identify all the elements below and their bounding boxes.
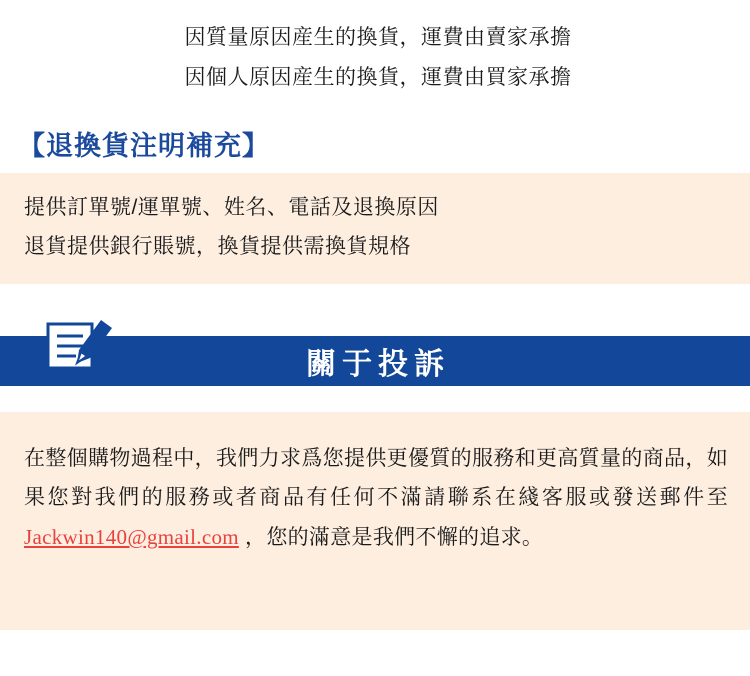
note-section-heading: 【退換貨注明補充】 — [18, 130, 270, 161]
contact-email-link[interactable]: Jackwin140@gmail.com — [24, 525, 239, 550]
policy-line-2: 因個人原因産生的換貨，運費由買家承擔 — [184, 65, 572, 89]
complaint-paragraph — [24, 440, 728, 558]
complaint-text-part1: 在整個購物過程中，我們力求爲您提供更優質的服務和更高質量的商品，如果您對我們的服務或者商品有任何不滿請聯系在綫客服或發送郵件至 — [24, 447, 728, 510]
policy-line-1: 因質量原因産生的換貨，運費由賣家承擔 — [184, 26, 572, 49]
note-section-box — [0, 173, 750, 285]
pencil-note-icon — [38, 306, 116, 384]
note-line-1: 提供訂單號/運單號、姓名、電話及退換原因 — [24, 195, 439, 219]
return-policy-lines — [0, 0, 750, 98]
complaint-text-part2: ，您的滿意是我們不懈的追求。 — [238, 526, 544, 550]
complaint-text-box — [0, 412, 750, 630]
note-line-2: 退貨提供銀行賬號，換貨提供需換貨規格 — [24, 234, 411, 258]
complaint-banner-title: 關于投訴 — [306, 348, 450, 382]
complaint-banner-wrap — [0, 328, 750, 390]
